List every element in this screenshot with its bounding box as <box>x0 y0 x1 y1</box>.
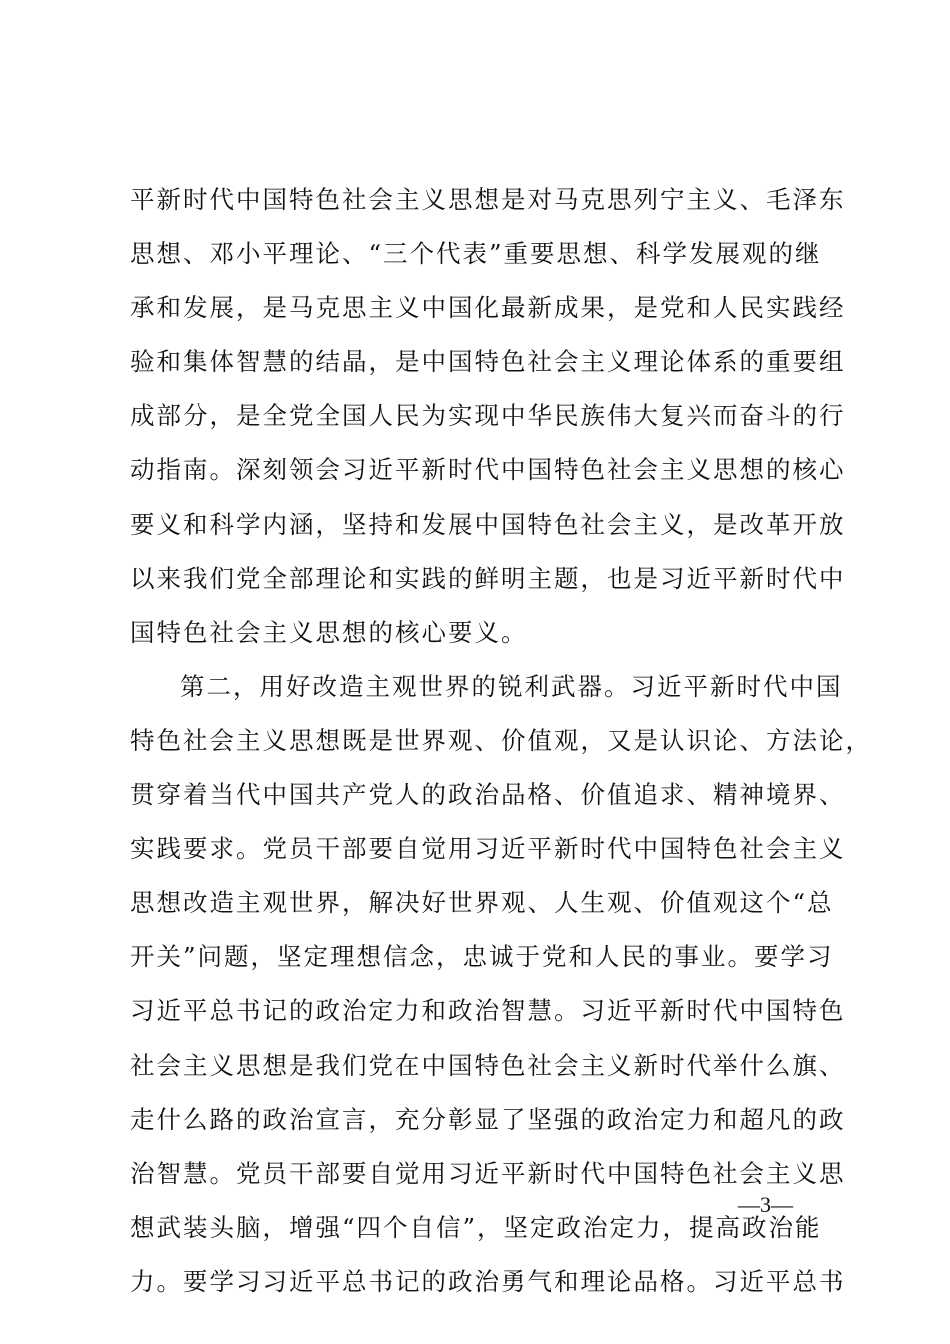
text-line: 实践要求。党员干部要自觉用习近平新时代中国特色社会主义 <box>130 834 846 864</box>
text-line: 平新时代中国特色社会主义思想是对马克思列宁主义、毛泽东 <box>130 185 846 214</box>
text-line: 承和发展，是马克思主义中国化最新成果，是党和人民实践经 <box>130 293 846 323</box>
text-line: 开关”问题，坚定理想信念，忠诚于党和人民的事业。要学习 <box>130 942 834 972</box>
page-number: —3— <box>738 1192 793 1217</box>
text-line: 以来我们党全部理论和实践的鲜明主题，也是习近平新时代中 <box>130 563 846 593</box>
text-line: 力。要学习习近平总书记的政治勇气和理论品格。习近平总书 <box>130 1266 846 1296</box>
text-line: 治智慧。党员干部要自觉用习近平新时代中国特色社会主义思 <box>130 1158 846 1188</box>
text-line: 贯穿着当代中国共产党人的政治品格、价值追求、精神境界、 <box>130 780 846 810</box>
text-line: 思想改造主观世界，解决好世界观、人生观、价值观这个“总 <box>130 888 834 918</box>
text-line: 走什么路的政治宣言，充分彰显了坚强的政治定力和超凡的政 <box>130 1104 846 1134</box>
text-line: 要义和科学内涵，坚持和发展中国特色社会主义，是改革开放 <box>130 509 846 539</box>
text-line: 动指南。深刻领会习近平新时代中国特色社会主义思想的核心 <box>130 455 846 485</box>
text-line: 社会主义思想是我们党在中国特色社会主义新时代举什么旗、 <box>130 1050 846 1080</box>
text-line: 国特色社会主义思想的核心要义。 <box>130 617 528 647</box>
paragraph-start-line: 第二，用好改造主观世界的锐利武器。习近平新时代中国 <box>180 671 843 701</box>
text-line: 想武装头脑，增强“四个自信”，坚定政治定力，提高政治能 <box>130 1212 822 1242</box>
body-text <box>130 180 872 1316</box>
text-line: 成部分，是全党全国人民为实现中华民族伟大复兴而奋斗的行 <box>130 401 846 431</box>
text-line: 习近平总书记的政治定力和政治智慧。习近平新时代中国特色 <box>130 996 846 1026</box>
text-line: 特色社会主义思想既是世界观、价值观，又是认识论、方法论， <box>130 725 872 755</box>
text-line: 验和集体智慧的结晶，是中国特色社会主义理论体系的重要组 <box>130 347 846 377</box>
text-line: 思想、邓小平理论、“三个代表”重要思想、科学发展观的继 <box>130 239 822 269</box>
